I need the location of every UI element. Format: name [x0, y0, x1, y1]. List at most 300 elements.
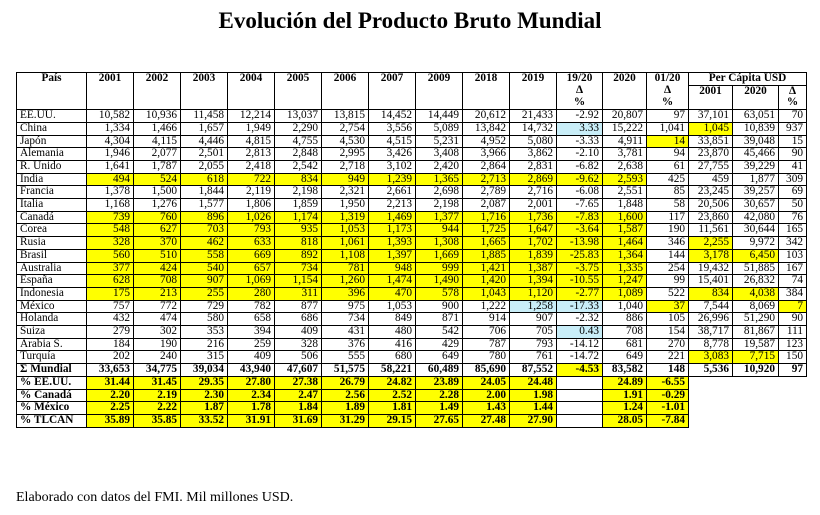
table-cell: -3.33 — [557, 135, 603, 148]
table-cell: 94 — [647, 148, 689, 161]
country-name: Francia — [17, 186, 87, 199]
share-cell: 2.52 — [369, 389, 416, 402]
table-cell: 2,198 — [275, 186, 322, 199]
country-name: Italia — [17, 199, 87, 212]
table-cell: 1,239 — [369, 173, 416, 186]
share-cell: 31.44 — [87, 376, 134, 389]
table-cell: 2,698 — [416, 186, 463, 199]
country-name: España — [17, 275, 87, 288]
country-name: R. Unido — [17, 160, 87, 173]
table-cell: 780 — [463, 351, 510, 364]
total-cell: 33,653 — [87, 364, 134, 377]
table-cell: 2,813 — [228, 148, 275, 161]
table-cell: 58 — [647, 199, 689, 212]
header-19-20: 19/20 — [557, 73, 603, 86]
table-cell: 63,051 — [733, 110, 779, 123]
table-cell: 907 — [181, 275, 228, 288]
country-name: Turquía — [17, 351, 87, 364]
header-year: 2001 — [87, 73, 134, 86]
table-cell: 69 — [779, 186, 807, 199]
table-cell: -6.82 — [557, 160, 603, 173]
table-cell: 914 — [463, 313, 510, 326]
table-cell: 935 — [275, 224, 322, 237]
table-cell: -7.83 — [557, 211, 603, 224]
share-cell: 24.05 — [463, 376, 510, 389]
table-cell: 376 — [322, 338, 369, 351]
table-cell: 480 — [369, 326, 416, 339]
table-cell: 1,173 — [369, 224, 416, 237]
table-cell: 8,069 — [733, 300, 779, 313]
table-cell: 900 — [416, 300, 463, 313]
table-cell: 175 — [87, 287, 134, 300]
table-cell: 76 — [779, 211, 807, 224]
table-cell: 12,214 — [228, 110, 275, 123]
table-cell: 1,787 — [134, 160, 181, 173]
share-cell: 1.81 — [369, 402, 416, 415]
share-cell: 2.34 — [228, 389, 275, 402]
header-year: 2002 — [134, 73, 181, 86]
table-cell: 1,053 — [322, 224, 369, 237]
table-cell: 353 — [181, 326, 228, 339]
total-label: Σ Mundial — [17, 364, 87, 377]
table-cell: 1,839 — [510, 249, 557, 262]
table-cell: 184 — [87, 338, 134, 351]
table-cell: 165 — [779, 224, 807, 237]
table-cell: 11,561 — [689, 224, 733, 237]
table-cell: 1,877 — [733, 173, 779, 186]
table-cell: 144 — [647, 249, 689, 262]
table-cell: 907 — [510, 313, 557, 326]
table-cell: 948 — [369, 262, 416, 275]
share-cell: 31.91 — [228, 414, 275, 427]
table-cell: 61 — [647, 160, 689, 173]
share-row — [17, 376, 807, 389]
table-cell: 560 — [87, 249, 134, 262]
table-cell: 13,842 — [463, 122, 510, 135]
table-cell: 548 — [87, 224, 134, 237]
header-01-20: 01/20 — [647, 73, 689, 86]
table-cell: 1,026 — [228, 211, 275, 224]
table-cell: -14.72 — [557, 351, 603, 364]
table-cell: 21,433 — [510, 110, 557, 123]
table-cell: 2,661 — [369, 186, 416, 199]
table-cell: 370 — [134, 237, 181, 250]
table-cell: 4,911 — [603, 135, 647, 148]
table-cell: 1,308 — [416, 237, 463, 250]
table-cell: 37,101 — [689, 110, 733, 123]
table-cell: 1,394 — [510, 275, 557, 288]
table-cell: 2,087 — [463, 199, 510, 212]
header-pct: % — [557, 97, 603, 109]
table-cell: 1,420 — [463, 275, 510, 288]
country-name: Canadá — [17, 211, 87, 224]
share-cell: 2.20 — [87, 389, 134, 402]
table-cell: 2,213 — [369, 199, 416, 212]
table-cell: 81,867 — [733, 326, 779, 339]
table-cell: 167 — [779, 262, 807, 275]
table-cell: 1,490 — [416, 275, 463, 288]
table-cell: 734 — [275, 262, 322, 275]
table-cell: 1,053 — [369, 300, 416, 313]
table-cell: 1,334 — [87, 122, 134, 135]
table-cell: 1,885 — [463, 249, 510, 262]
share-cell: 24.48 — [510, 376, 557, 389]
table-cell: 19,587 — [733, 338, 779, 351]
header-pct: % — [779, 97, 807, 109]
country-name: China — [17, 122, 87, 135]
table-cell: 4,038 — [733, 287, 779, 300]
total-cell: 60,489 — [416, 364, 463, 377]
table-cell: 1,045 — [689, 122, 733, 135]
table-cell: 1,222 — [463, 300, 510, 313]
table-cell: 2,001 — [510, 199, 557, 212]
share-cell: 35.89 — [87, 414, 134, 427]
country-name: Alemania — [17, 148, 87, 161]
table-row — [17, 148, 807, 161]
table-cell: 818 — [275, 237, 322, 250]
share-cell — [557, 376, 603, 389]
country-name: Suiza — [17, 326, 87, 339]
table-cell: 4,304 — [87, 135, 134, 148]
table-cell: 1,089 — [603, 287, 647, 300]
table-cell: 462 — [181, 237, 228, 250]
table-cell: 240 — [134, 351, 181, 364]
table-cell: 315 — [181, 351, 228, 364]
table-cell: 1,657 — [181, 122, 228, 135]
table-cell: 409 — [228, 351, 275, 364]
table-cell: 1,844 — [181, 186, 228, 199]
table-cell: 41 — [779, 160, 807, 173]
table-cell: 432 — [87, 313, 134, 326]
table-cell: 793 — [228, 224, 275, 237]
table-cell: 657 — [228, 262, 275, 275]
table-cell: 13,037 — [275, 110, 322, 123]
table-cell: 15 — [779, 135, 807, 148]
share-label: % TLCAN — [17, 414, 87, 427]
country-name: Japón — [17, 135, 87, 148]
table-cell: 1,716 — [463, 211, 510, 224]
table-cell: 37 — [647, 300, 689, 313]
table-cell: 1,069 — [228, 275, 275, 288]
table-cell: 3,408 — [416, 148, 463, 161]
table-cell: 384 — [779, 287, 807, 300]
table-cell: 2,638 — [603, 160, 647, 173]
table-cell: 1,397 — [369, 249, 416, 262]
table-cell: 558 — [181, 249, 228, 262]
table-cell: 628 — [87, 275, 134, 288]
share-cell: 27.38 — [275, 376, 322, 389]
table-row — [17, 199, 807, 212]
table-cell: 3,966 — [463, 148, 510, 161]
table-cell: 279 — [87, 326, 134, 339]
table-cell: 542 — [416, 326, 463, 339]
table-cell: 2,869 — [510, 173, 557, 186]
table-cell: 524 — [134, 173, 181, 186]
table-cell: 1,665 — [463, 237, 510, 250]
share-cell: 2.19 — [134, 389, 181, 402]
table-cell: 20,612 — [463, 110, 510, 123]
table-cell: 2,055 — [181, 160, 228, 173]
table-cell: 4,530 — [322, 135, 369, 148]
share-cell — [557, 402, 603, 415]
total-cell: 39,034 — [181, 364, 228, 377]
header-per-capita: Per Cápita USD — [689, 73, 807, 86]
table-cell: 1,950 — [322, 199, 369, 212]
share-cell: 29.15 — [369, 414, 416, 427]
table-cell: -6.08 — [557, 186, 603, 199]
table-cell: 10,839 — [733, 122, 779, 135]
table-cell: -2.77 — [557, 287, 603, 300]
table-cell: 739 — [87, 211, 134, 224]
table-cell: 1,041 — [647, 122, 689, 135]
table-cell: 470 — [369, 287, 416, 300]
table-cell: 1,040 — [603, 300, 647, 313]
table-cell: 649 — [416, 351, 463, 364]
table-cell: 555 — [322, 351, 369, 364]
table-cell: 793 — [510, 338, 557, 351]
table-cell: 51,885 — [733, 262, 779, 275]
table-cell: 834 — [689, 287, 733, 300]
table-cell: 1,365 — [416, 173, 463, 186]
share-cell: 1.43 — [463, 402, 510, 415]
table-row — [17, 237, 807, 250]
table-cell: 377 — [87, 262, 134, 275]
table-cell: 27,755 — [689, 160, 733, 173]
table-cell: 4,755 — [275, 135, 322, 148]
table-cell: 1,466 — [134, 122, 181, 135]
table-cell: 787 — [463, 338, 510, 351]
table-cell: 669 — [228, 249, 275, 262]
table-cell: 111 — [779, 326, 807, 339]
header-year: 2004 — [228, 73, 275, 86]
table-cell: 1,168 — [87, 199, 134, 212]
table-cell: 1,702 — [510, 237, 557, 250]
table-cell: 416 — [369, 338, 416, 351]
share-cell: -7.84 — [647, 414, 689, 427]
table-cell: 10,582 — [87, 110, 134, 123]
table-cell: 5,080 — [510, 135, 557, 148]
table-cell: 3,781 — [603, 148, 647, 161]
table-cell: 834 — [275, 173, 322, 186]
header-pc-2001: 2001 — [689, 85, 733, 97]
share-cell: 26.79 — [322, 376, 369, 389]
table-cell: 1,421 — [463, 262, 510, 275]
table-row — [17, 326, 807, 339]
table-cell: 506 — [275, 351, 322, 364]
table-cell: 2,077 — [134, 148, 181, 161]
table-cell: 849 — [369, 313, 416, 326]
table-cell: 154 — [647, 326, 689, 339]
share-cell: 1.49 — [416, 402, 463, 415]
share-label: % México — [17, 402, 87, 415]
country-name: Brasil — [17, 249, 87, 262]
table-cell: 578 — [416, 287, 463, 300]
table-cell: 474 — [134, 313, 181, 326]
share-cell: -1.01 — [647, 402, 689, 415]
header-delta: Δ — [779, 85, 807, 97]
share-row — [17, 414, 807, 427]
total-cell: 58,221 — [369, 364, 416, 377]
table-cell: 658 — [228, 313, 275, 326]
table-cell: 618 — [181, 173, 228, 186]
page-title: Evolución del Producto Bruto Mundial — [218, 8, 602, 33]
table-cell: 1,464 — [603, 237, 647, 250]
table-cell: 50 — [779, 199, 807, 212]
share-cell — [557, 414, 603, 427]
table-cell: 4,115 — [134, 135, 181, 148]
share-label: % Canadá — [17, 389, 87, 402]
table-cell: 1,725 — [463, 224, 510, 237]
share-cell: 24.82 — [369, 376, 416, 389]
table-row — [17, 262, 807, 275]
table-cell: 2,255 — [689, 237, 733, 250]
table-cell: 8,778 — [689, 338, 733, 351]
table-cell: 425 — [647, 173, 689, 186]
table-cell: 42,080 — [733, 211, 779, 224]
table-cell: 23,860 — [689, 211, 733, 224]
table-cell: 4,952 — [463, 135, 510, 148]
table-cell: 429 — [416, 338, 463, 351]
share-cell: 1.44 — [510, 402, 557, 415]
table-cell: 3,178 — [689, 249, 733, 262]
table-cell: 5,231 — [416, 135, 463, 148]
table-cell: 280 — [228, 287, 275, 300]
table-cell: -10.55 — [557, 275, 603, 288]
table-cell: 1,859 — [275, 199, 322, 212]
table-cell: 19,432 — [689, 262, 733, 275]
table-row — [17, 313, 807, 326]
table-row — [17, 275, 807, 288]
table-cell: 39,048 — [733, 135, 779, 148]
table-cell: -9.62 — [557, 173, 603, 186]
table-cell: -14.12 — [557, 338, 603, 351]
table-cell: 20,807 — [603, 110, 647, 123]
table-cell: 999 — [416, 262, 463, 275]
table-cell: 85 — [647, 186, 689, 199]
table-cell: 4,515 — [369, 135, 416, 148]
share-cell — [557, 389, 603, 402]
table-cell: 1,949 — [228, 122, 275, 135]
table-cell: 722 — [228, 173, 275, 186]
table-cell: 9,972 — [733, 237, 779, 250]
table-cell: 3,102 — [369, 160, 416, 173]
table-cell: 1,319 — [322, 211, 369, 224]
header-2020: 2020 — [603, 73, 647, 86]
share-cell: 27.48 — [463, 414, 510, 427]
total-cell: 51,575 — [322, 364, 369, 377]
table-cell: 328 — [87, 237, 134, 250]
table-cell: 216 — [181, 338, 228, 351]
table-row — [17, 135, 807, 148]
table-cell: 708 — [134, 275, 181, 288]
share-cell: 2.30 — [181, 389, 228, 402]
table-cell: 13,815 — [322, 110, 369, 123]
table-cell: 74 — [779, 275, 807, 288]
table-cell: 937 — [779, 122, 807, 135]
table-row — [17, 186, 807, 199]
table-cell: 680 — [369, 351, 416, 364]
share-cell: 31.45 — [134, 376, 181, 389]
country-name: México — [17, 300, 87, 313]
table-cell: 2,789 — [463, 186, 510, 199]
total-cell: 85,690 — [463, 364, 510, 377]
table-cell: 1,848 — [603, 199, 647, 212]
table-cell: 309 — [779, 173, 807, 186]
table-cell: 254 — [647, 262, 689, 275]
table-cell: 30,644 — [733, 224, 779, 237]
total-cell: -4.53 — [557, 364, 603, 377]
table-cell: 26,996 — [689, 313, 733, 326]
table-row — [17, 300, 807, 313]
total-cell: 83,582 — [603, 364, 647, 377]
table-cell: 1,393 — [369, 237, 416, 250]
total-cell: 43,940 — [228, 364, 275, 377]
table-cell: 1,647 — [510, 224, 557, 237]
table-cell: 23,245 — [689, 186, 733, 199]
share-cell: 2.56 — [322, 389, 369, 402]
table-cell: 1,258 — [510, 300, 557, 313]
table-cell: 761 — [510, 351, 557, 364]
share-cell: 1.89 — [322, 402, 369, 415]
table-cell: 1,387 — [510, 262, 557, 275]
total-cell: 97 — [779, 364, 807, 377]
table-cell: 1,154 — [275, 275, 322, 288]
table-row — [17, 224, 807, 237]
table-cell: 346 — [647, 237, 689, 250]
table-cell: 2,321 — [322, 186, 369, 199]
table-row — [17, 122, 807, 135]
table-cell: -7.65 — [557, 199, 603, 212]
total-cell: 34,775 — [134, 364, 181, 377]
table-cell: 105 — [647, 313, 689, 326]
table-cell: 270 — [647, 338, 689, 351]
share-cell: 33.52 — [181, 414, 228, 427]
table-cell: 1,946 — [87, 148, 134, 161]
table-cell: 1,364 — [603, 249, 647, 262]
table-cell: 944 — [416, 224, 463, 237]
share-cell: -6.55 — [647, 376, 689, 389]
share-cell: 1.98 — [510, 389, 557, 402]
table-row — [17, 211, 807, 224]
table-cell: -17.33 — [557, 300, 603, 313]
table-cell: 1,378 — [87, 186, 134, 199]
share-cell: 1.24 — [603, 402, 647, 415]
header-year: 2009 — [416, 73, 463, 86]
share-row — [17, 389, 807, 402]
table-cell: 1,469 — [369, 211, 416, 224]
country-name: Australia — [17, 262, 87, 275]
table-cell: 10,936 — [134, 110, 181, 123]
table-cell: 2,713 — [463, 173, 510, 186]
table-cell: -2.10 — [557, 148, 603, 161]
table-row — [17, 287, 807, 300]
table-cell: 221 — [647, 351, 689, 364]
table-cell: 871 — [416, 313, 463, 326]
table-cell: 2,754 — [322, 122, 369, 135]
table-cell: 2,864 — [463, 160, 510, 173]
table-cell: 1,108 — [322, 249, 369, 262]
table-cell: 2,593 — [603, 173, 647, 186]
table-cell: 1,577 — [181, 199, 228, 212]
header-year: 2006 — [322, 73, 369, 86]
total-cell: 5,536 — [689, 364, 733, 377]
share-cell: 27.80 — [228, 376, 275, 389]
table-cell: 0.43 — [557, 326, 603, 339]
table-cell: 686 — [275, 313, 322, 326]
table-cell: 975 — [322, 300, 369, 313]
share-cell: 27.65 — [416, 414, 463, 427]
table-cell: 5,089 — [416, 122, 463, 135]
